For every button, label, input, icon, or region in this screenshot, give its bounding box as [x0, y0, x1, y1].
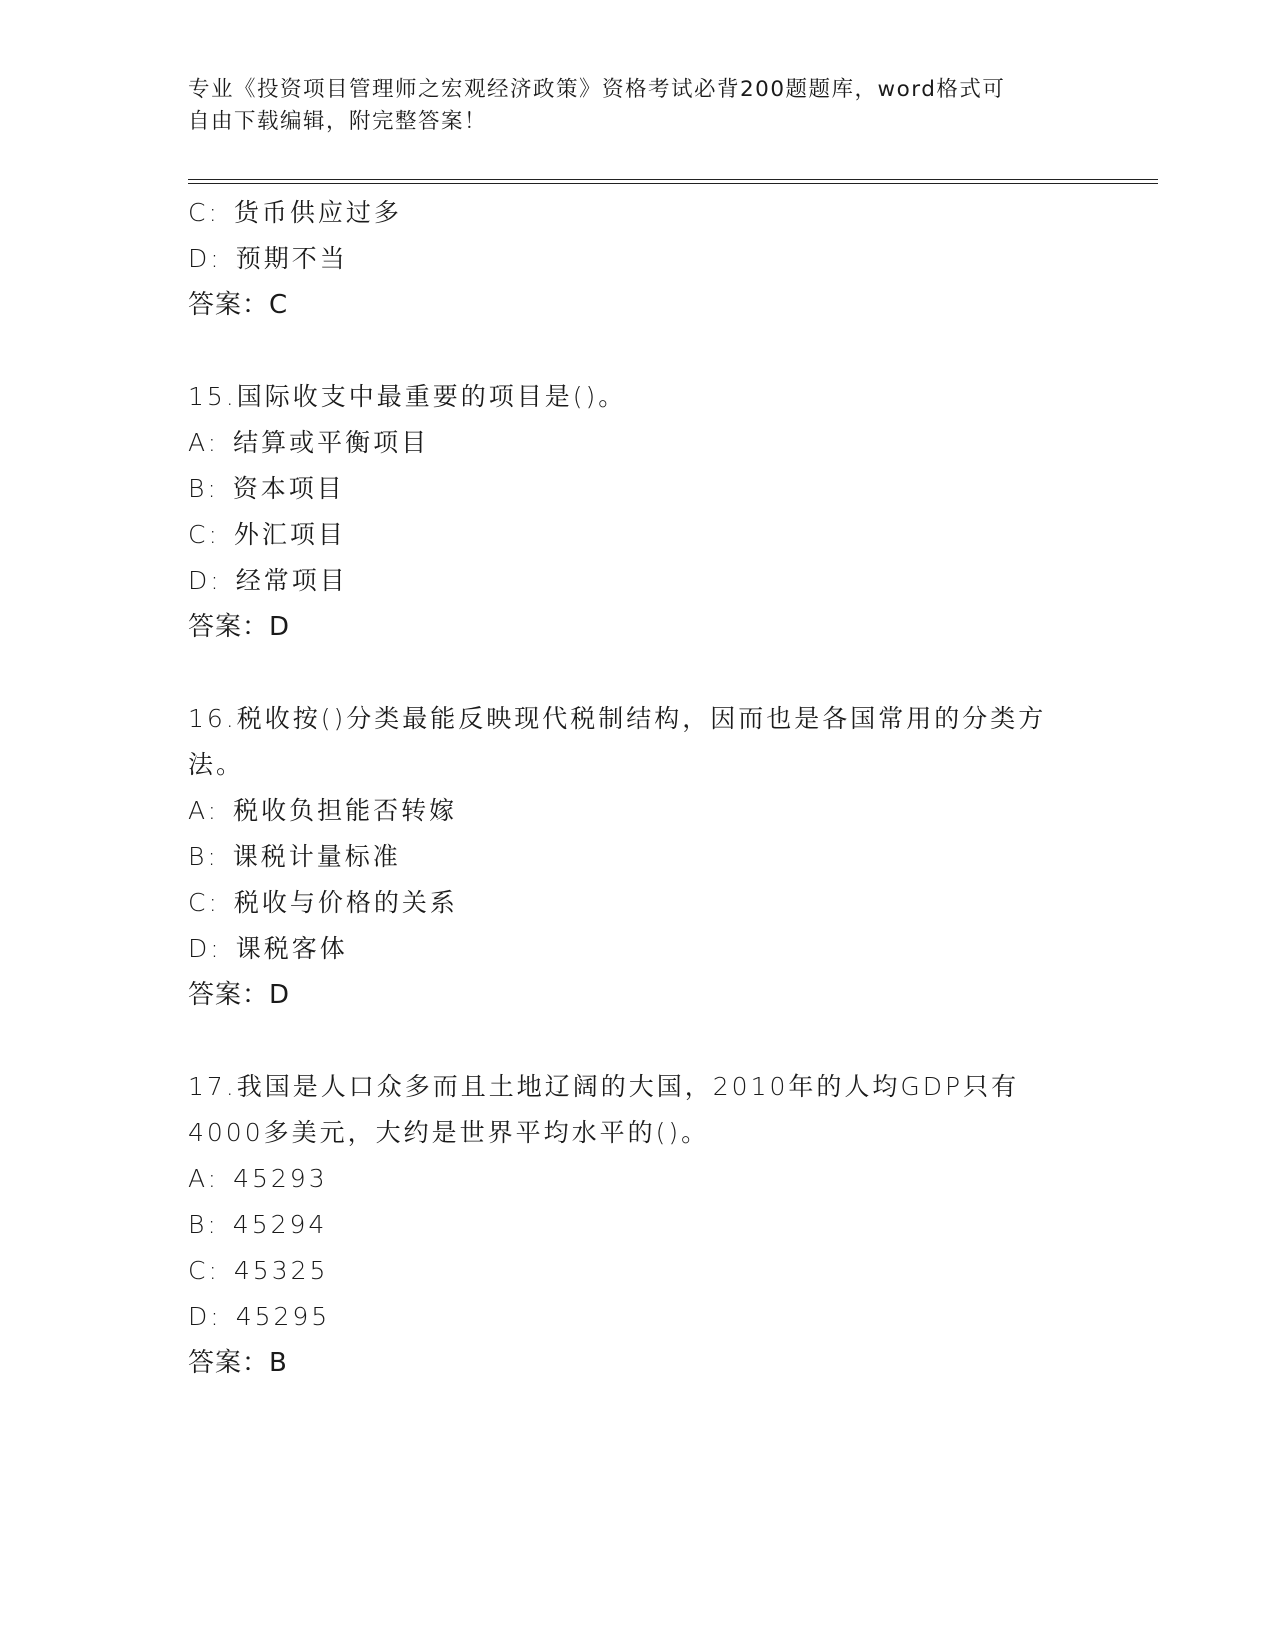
question-stem: 15.国际收支中最重要的项目是()。 — [188, 382, 627, 411]
option-d: D: 经常项目 — [188, 566, 348, 595]
option-a: A: 结算或平衡项目 — [188, 428, 430, 457]
answer: 答案：C — [188, 290, 289, 320]
option-a: A: 45293 — [188, 1164, 328, 1193]
answer: 答案：D — [188, 612, 291, 642]
option-b: B: 45294 — [188, 1210, 328, 1239]
question-list — [188, 190, 1088, 1386]
option-c: C: 税收与价格的关系 — [188, 888, 458, 917]
question-15 — [188, 374, 1088, 650]
option-d: D: 课税客体 — [188, 934, 348, 963]
header-divider — [188, 179, 1158, 184]
option-c: C: 货币供应过多 — [188, 198, 402, 227]
question-stem: 16.税收按()分类最能反映现代税制结构，因而也是各国常用的分类方 — [188, 704, 1047, 733]
answer: 答案：D — [188, 980, 291, 1010]
option-b: B: 资本项目 — [188, 474, 345, 503]
header-line-2: 自由下载编辑，附完整答案！ — [188, 109, 488, 134]
question-14-tail — [188, 190, 1088, 328]
option-d: D: 预期不当 — [188, 244, 348, 273]
question-16 — [188, 696, 1088, 1018]
option-c: C: 外汇项目 — [188, 520, 346, 549]
question-stem-continued: 法。 — [188, 750, 245, 779]
header-line-1: 专业《投资项目管理师之宏观经济政策》资格考试必背200题题库，word格式可 — [188, 77, 1006, 102]
option-d: D: 45295 — [188, 1302, 331, 1331]
answer: 答案：B — [188, 1348, 288, 1378]
option-b: B: 课税计量标准 — [188, 842, 401, 871]
option-a: A: 税收负担能否转嫁 — [188, 796, 458, 825]
question-stem-continued: 4000多美元，大约是世界平均水平的()。 — [188, 1118, 710, 1147]
question-stem: 17.我国是人口众多而且土地辽阔的大国，2010年的人均GDP只有 — [188, 1072, 1020, 1101]
option-c: C: 45325 — [188, 1256, 329, 1285]
page-header — [188, 74, 1088, 138]
question-17 — [188, 1064, 1088, 1386]
